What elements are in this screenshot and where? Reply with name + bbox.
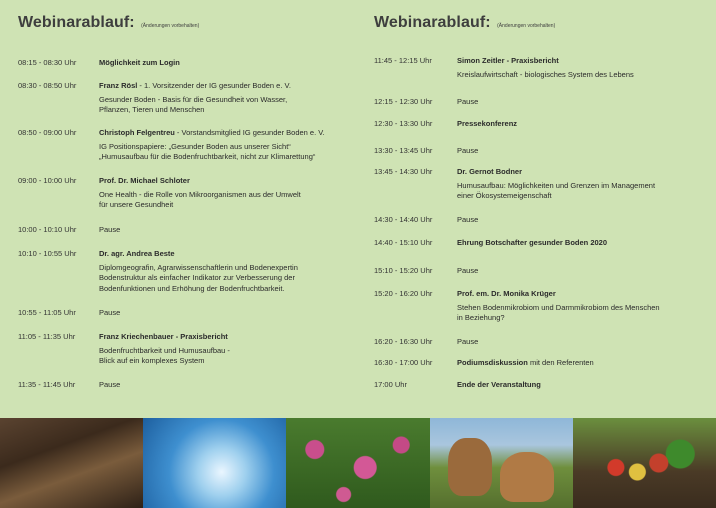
entry-time: 08:15 - 08:30 Uhr (18, 58, 77, 67)
speaker-role: mit den Referenten (527, 358, 594, 367)
heading-title: Webinarablauf: (18, 14, 135, 31)
entry-headline (99, 81, 358, 92)
entry-description (457, 146, 704, 157)
entry-description (457, 167, 704, 202)
talk-line: Bodenstruktur als einfacher Indikator zur Verbesserung der (99, 273, 295, 282)
speaker-name: Dr. Gernot Bodner (457, 167, 523, 176)
entry-description (99, 128, 358, 163)
heading-title: Webinarablauf: (374, 14, 491, 31)
cows-photo (430, 418, 573, 508)
schedule-heading (374, 14, 555, 32)
speaker-name: Ende der Veranstaltung (457, 380, 541, 389)
entry-time: 17:00 Uhr (374, 380, 407, 389)
entry-description (99, 81, 358, 116)
entry-headline (457, 380, 704, 391)
entry-headline (457, 238, 704, 249)
talk-line: Stehen Bodenmikrobiom und Darmmikrobiom des Menschen (457, 302, 660, 312)
speaker-name: Möglichkeit zum Login (99, 58, 180, 67)
talk-line: Blick auf ein komplexes System (99, 356, 205, 365)
speaker-name: Franz Kriechenbauer - Praxisbericht (99, 332, 228, 341)
entry-description (457, 56, 704, 80)
entry-headline (457, 146, 704, 157)
entry-time: 11:05 - 11:35 Uhr (18, 332, 76, 341)
speaker-role: - Vorstandsmitglied IG gesunder Boden e. V. (174, 128, 325, 137)
entry-headline (457, 97, 704, 108)
talk-line: Bodenfunktionen und Erhöhung der Bodenfruchtbarkeit. (99, 283, 285, 293)
entry-description (99, 176, 358, 211)
photo-strip (0, 418, 716, 508)
entry-headline (457, 337, 704, 348)
speaker-role: - 1. Vorsitzender der IG gesunder Boden e. V. (137, 81, 291, 90)
entry-description (99, 332, 358, 367)
entry-time: 13:45 - 14:30 Uhr (374, 167, 433, 176)
clover-flowers-photo (286, 418, 429, 508)
entry-time: 15:20 - 16:20 Uhr (374, 289, 433, 298)
entry-headline (99, 380, 358, 391)
entry-description (457, 337, 704, 348)
talk-line: „Humusaufbau für die Bodenfruchtbarkeit, nicht zur Klimarettung“ (99, 152, 316, 161)
speaker-role: Pause (99, 308, 121, 317)
vegetable-basket-photo (573, 418, 716, 508)
entry-time: 12:15 - 12:30 Uhr (374, 97, 433, 106)
water-splash-photo (143, 418, 286, 508)
speaker-role: Pause (457, 266, 479, 275)
heading-note: (Änderungen vorbehalten) (497, 23, 556, 29)
entry-headline (99, 249, 358, 260)
speaker-name: Ehrung Botschafter gesunder Boden 2020 (457, 238, 608, 247)
speaker-name: Christoph Felgentreu (99, 128, 175, 137)
talk-line: für unsere Gesundheit (99, 200, 174, 209)
entry-description (457, 358, 704, 369)
talk-line: Bodenfruchtbarkeit und Humusaufbau - (99, 345, 230, 355)
entry-headline (99, 176, 358, 187)
entry-time: 14:30 - 14:40 Uhr (374, 215, 433, 224)
entry-headline (99, 225, 358, 236)
speaker-role: Pause (457, 146, 479, 155)
entry-time: 11:45 - 12:15 Uhr (374, 56, 432, 65)
entry-description (457, 266, 704, 277)
entry-headline (457, 56, 704, 67)
entry-description (457, 238, 704, 249)
entry-time: 14:40 - 15:10 Uhr (374, 238, 433, 247)
speaker-name: Pressekonferenz (457, 119, 518, 128)
entry-headline (457, 215, 704, 226)
entry-description (99, 225, 358, 236)
soil-earthworm-photo (0, 418, 143, 508)
speaker-role: Pause (99, 380, 121, 389)
entry-headline (457, 358, 704, 369)
entry-time: 16:20 - 16:30 Uhr (374, 337, 433, 346)
entry-headline (457, 167, 704, 178)
entry-headline (457, 119, 704, 130)
entry-description (457, 215, 704, 226)
heading-note: (Änderungen vorbehalten) (141, 23, 200, 29)
entry-time: 08:30 - 08:50 Uhr (18, 81, 77, 90)
entry-description (99, 308, 358, 319)
talk-line: Kreislaufwirtschaft - biologisches System des Lebens (457, 69, 634, 79)
talk-line: Gesunder Boden - Basis für die Gesundheit von Wasser, (99, 94, 288, 104)
entry-time: 12:30 - 13:30 Uhr (374, 119, 433, 128)
entry-description (457, 289, 704, 324)
entry-description (457, 97, 704, 108)
talk-line: Pflanzen, Tieren und Menschen (99, 105, 205, 114)
entry-description (99, 58, 358, 69)
speaker-name: Simon Zeitler - Praxisbericht (457, 56, 559, 65)
entry-headline (99, 58, 358, 69)
entry-time: 10:55 - 11:05 Uhr (18, 308, 76, 317)
entry-time: 13:30 - 13:45 Uhr (374, 146, 433, 155)
talk-line: One Health - die Rolle von Mikroorganismen aus der Umwelt (99, 189, 301, 199)
entry-headline (99, 308, 358, 319)
entry-headline (99, 128, 358, 139)
entry-headline (457, 266, 704, 277)
talk-line: IG Positionspapiere: „Gesunder Boden aus unserer Sicht“ (99, 141, 291, 151)
entry-time: 15:10 - 15:20 Uhr (374, 266, 433, 275)
entry-time: 10:00 - 10:10 Uhr (18, 225, 77, 234)
entry-description (99, 380, 358, 391)
entry-time: 16:30 - 17:00 Uhr (374, 358, 433, 367)
talk-line: einer Ökosystemeigenschaft (457, 191, 552, 200)
speaker-role: Pause (457, 215, 479, 224)
entry-description (457, 380, 704, 391)
speaker-role: Pause (457, 97, 479, 106)
entry-headline (99, 332, 358, 343)
speaker-name: Prof. Dr. Michael Schloter (99, 176, 190, 185)
speaker-role: Pause (457, 337, 479, 346)
speaker-name: Prof. em. Dr. Monika Krüger (457, 289, 556, 298)
entry-time: 10:10 - 10:55 Uhr (18, 249, 77, 258)
speaker-name: Franz Rösl (99, 81, 138, 90)
entry-time: 09:00 - 10:00 Uhr (18, 176, 77, 185)
speaker-name: Dr. agr. Andrea Beste (99, 249, 175, 258)
entry-time: 08:50 - 09:00 Uhr (18, 128, 77, 137)
speaker-name: Podiumsdiskussion (457, 358, 528, 367)
entry-time: 11:35 - 11:45 Uhr (18, 380, 76, 389)
talk-line: Diplomgeografin, Agrarwissenschaftlerin und Bodenexpertin (99, 262, 298, 272)
speaker-role: Pause (99, 225, 121, 234)
entry-description (99, 249, 358, 294)
entry-headline (457, 289, 704, 300)
entry-description (457, 119, 704, 130)
talk-line: Humusaufbau: Möglichkeiten und Grenzen im Management (457, 180, 656, 190)
schedule-heading (18, 14, 199, 32)
talk-line: in Beziehung? (457, 313, 505, 322)
